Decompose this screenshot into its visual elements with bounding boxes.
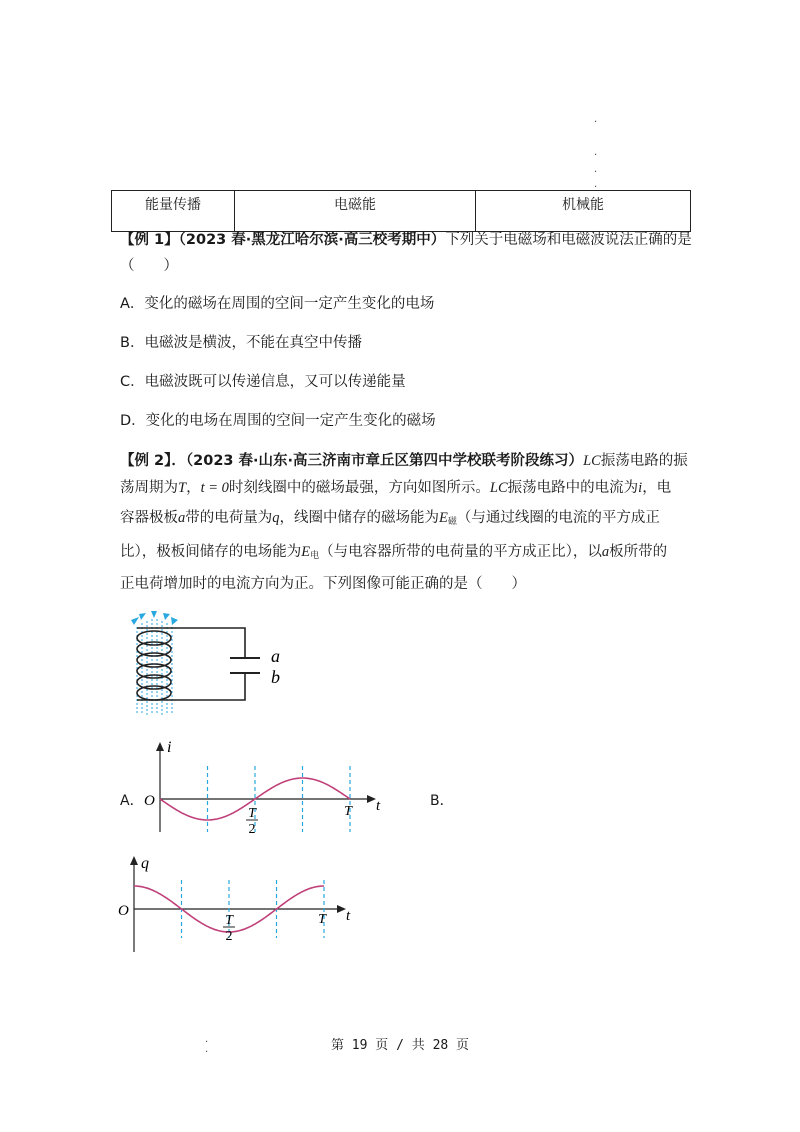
option-b-label: B． [430,793,454,809]
answer-paren: （ ） [120,258,178,274]
table-cell: 电磁能 [235,191,476,232]
example-2-line-5: 正电荷增加时的电流方向为正。下列图像可能正确的是（ ） [120,576,526,592]
origin-label: O [118,903,129,919]
example-2-line-1: 【例 2】．（2023 春·山东·高三济南市章丘区第四中学校联考阶段练习）LC振荡电路的振 [120,453,688,469]
example-2-line-2: 荡周期为T，t = 0时刻线圈中的磁场最强，方向如图所示。LC振荡电路中的电流为i，电 [120,480,672,496]
y-axis-arrow [156,742,164,751]
example-source: （2023 春·黑龙江哈尔滨·高三校考期中） [178,232,446,248]
graph-b-charge [112,852,362,957]
field-arrows [131,611,178,625]
stray-dot: · [594,167,598,178]
example-1-heading [120,230,692,250]
x-axis-arrow [337,905,346,913]
tick-full: T [344,804,352,819]
y-axis-arrow [130,856,138,865]
x-axis-label: t [346,908,351,924]
stray-dot: · [594,150,598,161]
example-tag: 【例 2】． [120,453,186,469]
option-a: A．变化的磁场在周围的空间一定产生变化的电场 [120,296,435,312]
tick-half-denominator: 2 [225,929,233,944]
y-axis-label: i [167,740,172,756]
origin-label: O [144,793,155,809]
question-stem: 下列关于电磁场和电磁波说法正确的是 [445,232,692,248]
page-footer: 第 19 页 / 共 28 页 [330,1038,470,1053]
tick-half-denominator: 2 [248,822,256,835]
tick-half-numerator: T [225,913,233,928]
plate-b-label: b [271,667,280,687]
example-source: （2023 春·山东·高三济南市章丘区第四中学校联考阶段练习） [185,453,584,469]
option-d: D．变化的电场在周围的空间一定产生变化的磁场 [120,413,436,429]
stray-dot: · [594,117,598,128]
inductor-coil [137,631,171,700]
option-b: B．电磁波是横波，不能在真空中传播 [120,335,362,351]
x-axis-label: t [376,798,381,814]
y-axis-label: q [141,855,149,872]
example-2-line-4: 比），极板间储存的电场能为$E_电$（与电容器所带的电荷量的平方成正比），以a板所带的 [120,544,668,561]
lc-circuit-diagram [125,605,295,720]
option-a-label: A． [120,793,144,809]
plate-a-label: a [271,646,280,666]
example-tag: 【例 1】 [120,232,179,248]
example-2-line-3: 容器极板a带的电荷量为q，线圈中储存的磁场能为$E_磁$（与通过线圈的电流的平方成正 [120,510,660,527]
x-axis-arrow [367,795,376,803]
tick-full: T [318,912,326,927]
table-row [112,191,691,232]
table-cell: 能量传播 [112,191,235,232]
stray-dot: · [594,182,598,193]
stray-dot: · [205,1037,209,1048]
tick-half-numerator: T [248,806,256,821]
option-c: C．电磁波既可以传递信息，又可以传递能量 [120,374,406,390]
graph-a-current [140,740,400,835]
table-cell: 机械能 [476,191,691,232]
energy-table [111,190,691,232]
stray-dot: · [205,1047,209,1058]
